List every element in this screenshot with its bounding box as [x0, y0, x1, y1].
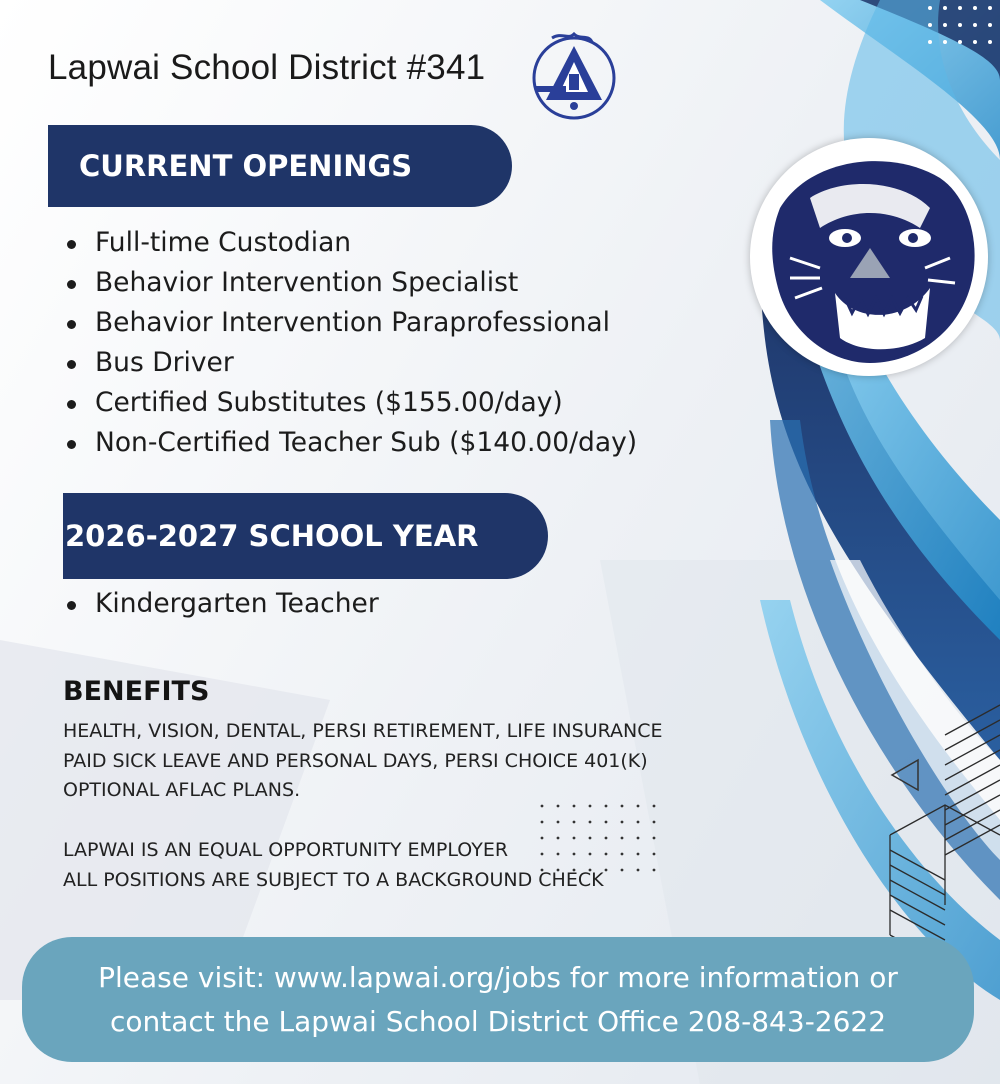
school-year-list: [95, 584, 379, 624]
contact-footer: [22, 937, 974, 1062]
notice-line: ALL POSITIONS ARE SUBJECT TO A BACKGROUND CHECK: [63, 868, 604, 891]
list-item: Behavior Intervention Specialist: [95, 263, 637, 303]
notice-line: LAPWAI IS AN EQUAL OPPORTUNITY EMPLOYER: [63, 839, 509, 861]
list-item: Kindergarten Teacher: [95, 584, 379, 624]
footer-line-1[interactable]: Please visit: www.lapwai.org/jobs for more information or: [98, 960, 898, 994]
list-item: Bus Driver: [95, 343, 637, 383]
list-item: Full-time Custodian: [95, 223, 637, 263]
benefits-line: HEALTH, VISION, DENTAL, PERSI RETIREMENT, LIFE INSURANCE: [63, 720, 663, 742]
benefits-line: PAID SICK LEAVE AND PERSONAL DAYS, PERSI CHOICE 401(K): [63, 749, 648, 772]
benefits-heading: BENEFITS: [63, 676, 210, 707]
current-openings-list: [95, 223, 637, 463]
employer-notice: [63, 836, 604, 895]
benefits-text: [63, 717, 663, 806]
benefits-line: OPTIONAL AFLAC PLANS.: [63, 779, 301, 801]
list-item: Behavior Intervention Paraprofessional: [95, 303, 637, 343]
current-openings-heading: CURRENT OPENINGS: [48, 125, 512, 207]
page-title: Lapwai School District #341: [48, 48, 486, 87]
footer-line-2: contact the Lapwai School District Office 208-843-2622: [109, 1004, 887, 1038]
wildcat-mascot-icon: [750, 138, 988, 376]
district-seal-icon: [522, 28, 618, 122]
school-year-heading: 2026-2027 SCHOOL YEAR: [63, 493, 548, 579]
list-item: Non-Certified Teacher Sub ($140.00/day): [95, 423, 637, 463]
list-item: Certified Substitutes ($155.00/day): [95, 383, 637, 423]
